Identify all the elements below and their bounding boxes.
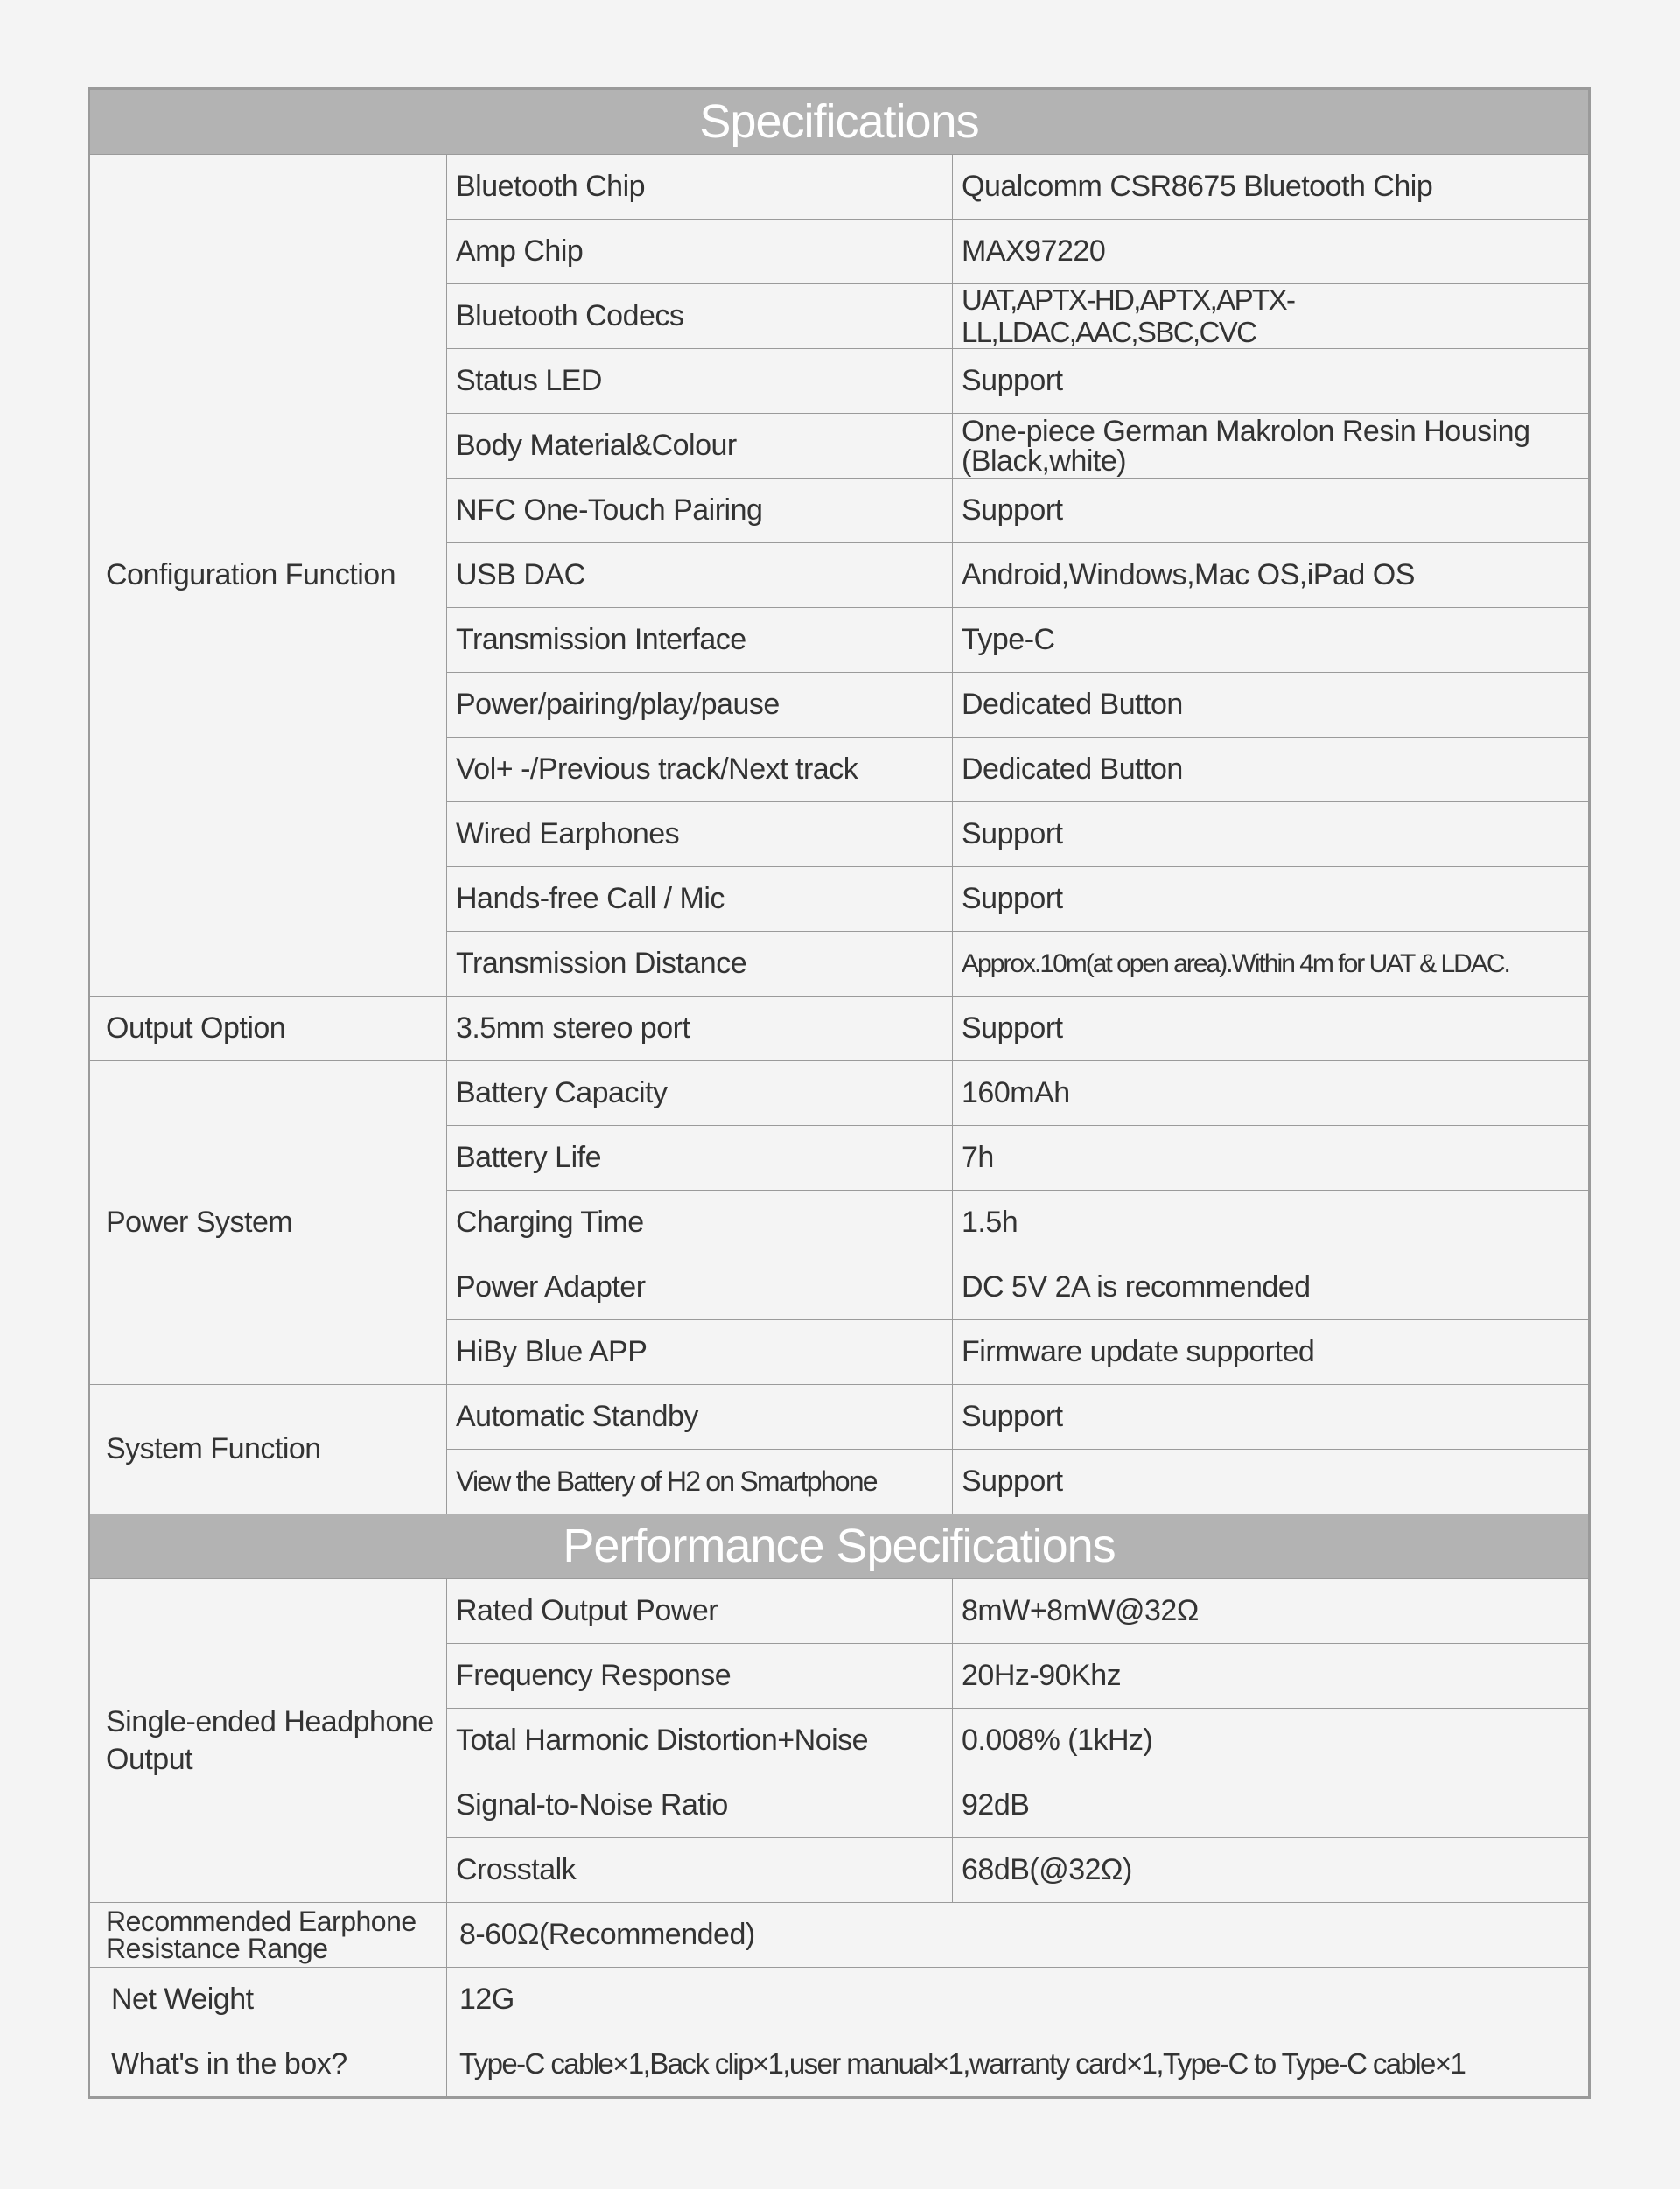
category-configuration: Configuration Function xyxy=(90,155,447,997)
spec-label: Status LED xyxy=(447,349,953,414)
spec-label: Transmission Interface xyxy=(447,608,953,673)
table-row xyxy=(90,997,1589,1061)
spec-value: Support xyxy=(953,867,1589,932)
spec-label: Rated Output Power xyxy=(447,1579,953,1644)
spec-label: Bluetooth Chip xyxy=(447,155,953,220)
spec-label: Vol+ -/Previous track/Next track xyxy=(447,738,953,802)
spec-value: Support xyxy=(953,802,1589,867)
spec-value: Support xyxy=(953,479,1589,543)
spec-value: Type-C cable×1,Back clip×1,user manual×1,warranty card×1,Type-C to Type-C cable×1 xyxy=(447,2032,1589,2097)
spec-label: HiBy Blue APP xyxy=(447,1320,953,1385)
section-header-row xyxy=(90,1514,1589,1579)
spec-value: Support xyxy=(953,997,1589,1061)
spec-value: Support xyxy=(953,349,1589,414)
performance-title: Performance Specifications xyxy=(90,1514,1589,1579)
spec-value: 68dB(@32Ω) xyxy=(953,1838,1589,1903)
spec-value: DC 5V 2A is recommended xyxy=(953,1255,1589,1320)
spec-value: MAX97220 xyxy=(953,220,1589,284)
section-header-row xyxy=(90,90,1589,155)
category-resistance: Recommended Earphone Resistance Range xyxy=(90,1903,447,1968)
spec-value: Android,Windows,Mac OS,iPad OS xyxy=(953,543,1589,608)
category-in-box: What's in the box? xyxy=(90,2032,447,2097)
spec-label: Frequency Response xyxy=(447,1644,953,1709)
spec-value: 8-60Ω(Recommended) xyxy=(447,1903,1589,1968)
table-row xyxy=(90,2032,1589,2097)
spec-label: USB DAC xyxy=(447,543,953,608)
spec-value: Firmware update supported xyxy=(953,1320,1589,1385)
spec-label: Power/pairing/play/pause xyxy=(447,673,953,738)
spec-value: 8mW+8mW@32Ω xyxy=(953,1579,1589,1644)
table-row xyxy=(90,1968,1589,2032)
spec-sheet xyxy=(88,87,1591,2099)
spec-label: View the Battery of H2 on Smartphone xyxy=(447,1450,953,1514)
category-system: System Function xyxy=(90,1385,447,1514)
spec-value: Support xyxy=(953,1385,1589,1450)
spec-value: Type-C xyxy=(953,608,1589,673)
spec-label: Hands-free Call / Mic xyxy=(447,867,953,932)
spec-label: Automatic Standby xyxy=(447,1385,953,1450)
spec-label: Signal-to-Noise Ratio xyxy=(447,1773,953,1838)
category-power: Power System xyxy=(90,1061,447,1385)
category-output: Output Option xyxy=(90,997,447,1061)
table-row xyxy=(90,1385,1589,1450)
table-row xyxy=(90,1579,1589,1644)
spec-label: Bluetooth Codecs xyxy=(447,284,953,349)
spec-value: Approx.10m(at open area).Within 4m for UAT & LDAC. xyxy=(953,932,1589,997)
spec-value: Qualcomm CSR8675 Bluetooth Chip xyxy=(953,155,1589,220)
spec-label: NFC One-Touch Pairing xyxy=(447,479,953,543)
specifications-title: Specifications xyxy=(90,90,1589,155)
spec-label: Charging Time xyxy=(447,1191,953,1255)
spec-value: UAT,APTX-HD,APTX,APTX-LL,LDAC,AAC,SBC,CVC xyxy=(953,284,1589,349)
spec-value: 20Hz-90Khz xyxy=(953,1644,1589,1709)
spec-label: Battery Capacity xyxy=(447,1061,953,1126)
spec-value: 7h xyxy=(953,1126,1589,1191)
category-single-ended: Single-ended Headphone Output xyxy=(90,1579,447,1903)
spec-value: Dedicated Button xyxy=(953,738,1589,802)
spec-label: Wired Earphones xyxy=(447,802,953,867)
spec-label: Total Harmonic Distortion+Noise xyxy=(447,1709,953,1773)
spec-value: Dedicated Button xyxy=(953,673,1589,738)
spec-label: Power Adapter xyxy=(447,1255,953,1320)
spec-value: 1.5h xyxy=(953,1191,1589,1255)
spec-value: 160mAh xyxy=(953,1061,1589,1126)
spec-label: Crosstalk xyxy=(447,1838,953,1903)
spec-value: 92dB xyxy=(953,1773,1589,1838)
table-row xyxy=(90,1903,1589,1968)
spec-value: 12G xyxy=(447,1968,1589,2032)
spec-label: Body Material&Colour xyxy=(447,414,953,479)
spec-value: Support xyxy=(953,1450,1589,1514)
spec-label: Amp Chip xyxy=(447,220,953,284)
spec-value: 0.008% (1kHz) xyxy=(953,1709,1589,1773)
spec-value: One-piece German Makrolon Resin Housing (Black,white) xyxy=(953,414,1589,479)
spec-label: Battery Life xyxy=(447,1126,953,1191)
spec-label: 3.5mm stereo port xyxy=(447,997,953,1061)
table-row xyxy=(90,1061,1589,1126)
table-row xyxy=(90,155,1589,220)
category-net-weight: Net Weight xyxy=(90,1968,447,2032)
spec-table xyxy=(89,89,1589,2097)
spec-label: Transmission Distance xyxy=(447,932,953,997)
